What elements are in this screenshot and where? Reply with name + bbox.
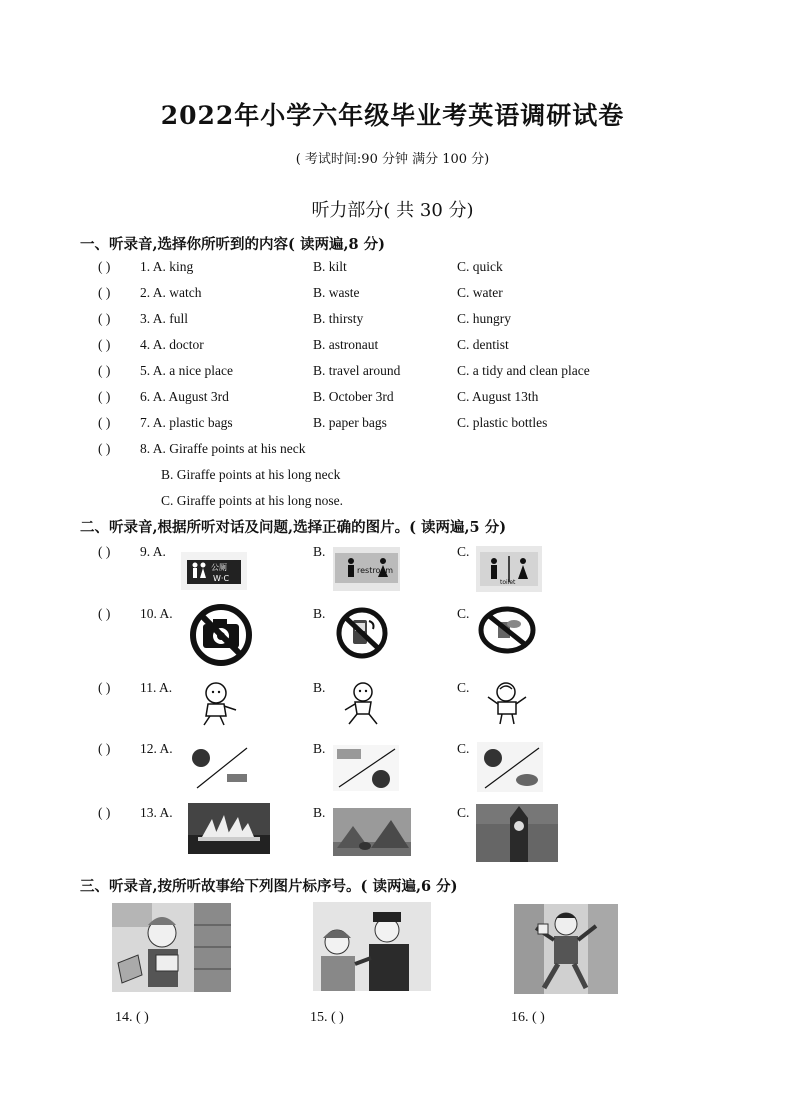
q9-label-b: B.	[313, 544, 326, 559]
girl-reading-library-image[interactable]	[112, 903, 231, 992]
q1-option-c: C. quick	[457, 259, 503, 274]
q13-label-c: C.	[457, 805, 470, 820]
no-food-sign-image[interactable]	[476, 606, 539, 654]
q10-label-a: 10. A.	[140, 606, 173, 621]
q2-option-b: B. waste	[313, 285, 360, 300]
exam-info: ( 考试时间:90 分钟 满分 100 分)	[295, 152, 490, 167]
weather-image-c[interactable]	[477, 742, 543, 792]
toilet-sign-image-b[interactable]	[333, 547, 400, 591]
answer-blank[interactable]: ( )	[98, 311, 111, 326]
answer-blank[interactable]: ( )	[98, 363, 111, 378]
q7-option-b: B. paper bags	[313, 415, 387, 430]
q2-option-a: 2. A. watch	[140, 285, 202, 300]
q5-option-c: C. a tidy and clean place	[457, 363, 590, 378]
q11-label-a: 11. A.	[140, 680, 173, 695]
sydney-opera-house-photo[interactable]	[188, 803, 270, 854]
sign-text-c: toilet	[500, 579, 516, 586]
boy-cartoon-image-b[interactable]	[335, 680, 391, 728]
answer-blank[interactable]: ( )	[98, 415, 111, 430]
q4-option-c: C. dentist	[457, 337, 509, 352]
sign-text-a2: W·C	[213, 574, 230, 583]
q8-option-b: B. Giraffe points at his long neck	[161, 467, 341, 482]
q8-option-c: C. Giraffe points at his long nose.	[161, 493, 343, 508]
q3-option-b: B. thirsty	[313, 311, 364, 326]
q9-label-c: C.	[457, 544, 470, 559]
q5-option-b: B. travel around	[313, 363, 401, 378]
man-falling-image[interactable]	[514, 904, 618, 994]
answer-blank[interactable]: ( )	[98, 805, 111, 820]
q9-label-a: 9. A.	[140, 544, 166, 559]
q11-label-b: B.	[313, 680, 326, 695]
toilet-sign-image-a[interactable]	[181, 552, 247, 590]
answer-blank-15[interactable]: 15. ( )	[310, 1010, 344, 1025]
section-1-heading: 一、听录音,选择你所听到的内容( 读两遍,8 分)	[80, 236, 386, 253]
boy-cartoon-image-c[interactable]	[480, 679, 536, 727]
answer-blank[interactable]: ( )	[98, 285, 111, 300]
q6-option-a: 6. A. August 3rd	[140, 389, 229, 404]
no-camera-sign-image[interactable]	[188, 604, 254, 666]
answer-blank[interactable]: ( )	[98, 259, 111, 274]
q5-option-a: 5. A. a nice place	[140, 363, 233, 378]
q4-option-b: B. astronaut	[313, 337, 379, 352]
q10-label-c: C.	[457, 606, 470, 621]
weather-image-a[interactable]	[187, 744, 255, 792]
toilet-sign-image-c[interactable]	[476, 546, 542, 592]
section-3-heading: 三、听录音,按所听故事给下列图片标序号。( 读两遍,6 分)	[80, 878, 458, 895]
sign-text-b: restroom	[357, 566, 394, 575]
q12-label-a: 12. A.	[140, 741, 173, 756]
q6-option-c: C. August 13th	[457, 389, 539, 404]
policeman-woman-image[interactable]	[313, 902, 431, 991]
answer-blank[interactable]: ( )	[98, 680, 111, 695]
weather-image-b[interactable]	[333, 745, 399, 791]
part-title: 听力部分( 共 30 分)	[311, 200, 474, 221]
answer-blank-16[interactable]: 16. ( )	[511, 1010, 545, 1025]
answer-blank[interactable]: ( )	[98, 337, 111, 352]
q12-label-c: C.	[457, 741, 470, 756]
q3-option-c: C. hungry	[457, 311, 511, 326]
q8-option-a: 8. A. Giraffe points at his neck	[140, 441, 306, 456]
page-title: 2022年小学六年级毕业考英语调研试卷	[160, 101, 625, 130]
q7-option-c: C. plastic bottles	[457, 415, 548, 430]
q2-option-c: C. water	[457, 285, 503, 300]
answer-blank[interactable]: ( )	[98, 741, 111, 756]
q10-label-b: B.	[313, 606, 326, 621]
big-ben-photo[interactable]	[476, 804, 558, 862]
q1-option-a: 1. A. king	[140, 259, 194, 274]
q6-option-b: B. October 3rd	[313, 389, 394, 404]
answer-blank[interactable]: ( )	[98, 544, 111, 559]
q4-option-a: 4. A. doctor	[140, 337, 204, 352]
section-2-heading: 二、听录音,根据所听对话及问题,选择正确的图片。( 读两遍,5 分)	[80, 519, 507, 536]
pyramids-photo[interactable]	[333, 808, 411, 856]
q1-option-b: B. kilt	[313, 259, 347, 274]
answer-blank[interactable]: ( )	[98, 441, 111, 456]
sign-text-a1: 公厕	[211, 563, 227, 572]
q13-label-a: 13. A.	[140, 805, 173, 820]
q3-option-a: 3. A. full	[140, 311, 189, 326]
q11-label-c: C.	[457, 680, 470, 695]
answer-blank[interactable]: ( )	[98, 606, 111, 621]
q13-label-b: B.	[313, 805, 326, 820]
no-phone-sign-image[interactable]	[333, 607, 391, 659]
q7-option-a: 7. A. plastic bags	[140, 415, 233, 430]
answer-blank-14[interactable]: 14. ( )	[115, 1010, 149, 1025]
q12-label-b: B.	[313, 741, 326, 756]
answer-blank[interactable]: ( )	[98, 389, 111, 404]
boy-cartoon-image-a[interactable]	[190, 680, 246, 728]
